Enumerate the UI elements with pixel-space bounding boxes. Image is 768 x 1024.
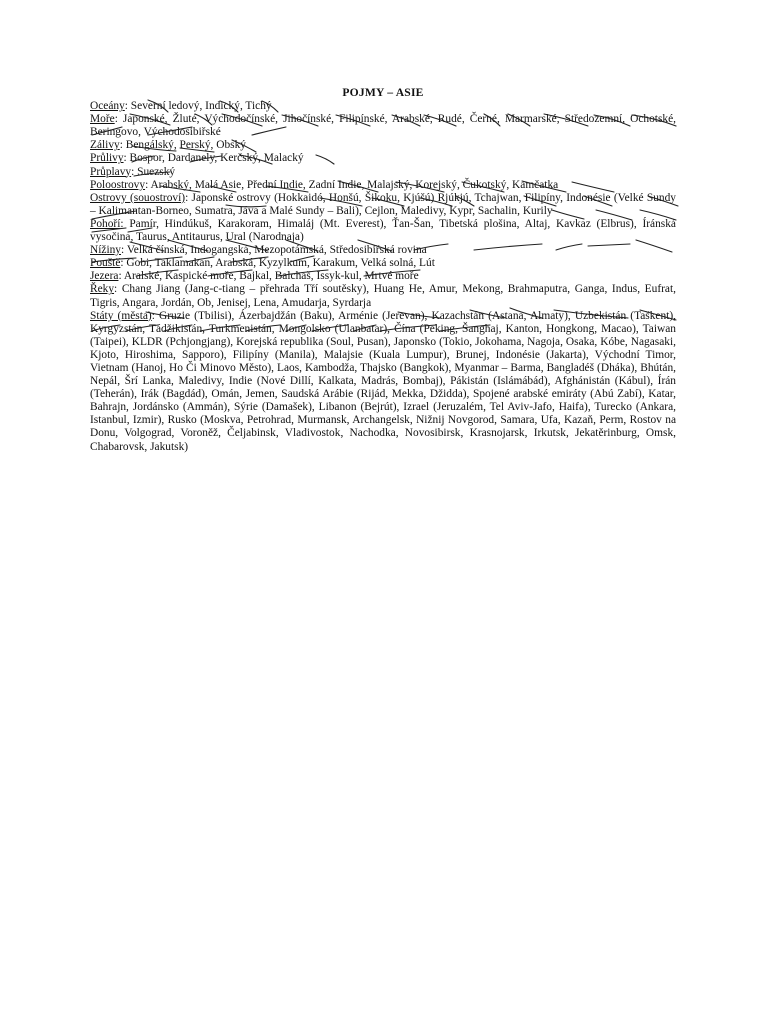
entry-text: : Bengálský, Perský, Obský — [119, 139, 246, 152]
entry-pruliv — [90, 152, 676, 165]
entry-label: Zálivy — [90, 139, 120, 152]
entry-text: : Japonské ostrovy (Hokkaidó, Honšú, Šikoku, Kjúšú) Rjúkjú, Tchajwan, Filipíny, Indonésie (Velké Sundy – Kalimantan-Borneo, Sumatra, Jáva a Malé Sundy – Bali), Cejlon, Maledivy, Kypr, Sachalin, Kurily — [90, 191, 676, 217]
entry-label: Pouště — [90, 257, 121, 270]
entry-text: : Aralské, Kaspické moře, Bajkal, Balchaš, Issyk-kul, Mrtvé moře — [118, 270, 419, 283]
entry-text: : Pamír, Hindúkuš, Karakoram, Himaláj (Mt. Everest), Ťan-Šan, Tibetská plošina, Altaj, Kavkaz (Elbrus), Íránská vysočina, Taurus, Antitaurus, Ural (Narodnaja) — [90, 217, 676, 244]
entry-text: : Arabský, Malá Asie, Přední Indie, Zadní Indie, Malajský, Korejský, Čukotský, Kamčatka — [145, 178, 559, 191]
entry-label: Státy (města) — [90, 309, 152, 322]
entry-label: Pohoří — [90, 217, 121, 230]
entry-text: : Gobi, Taklamakan, Arabská, Kyzylkum, Karakum, Velká solná, Lút — [120, 257, 435, 270]
entry-text: : Severní ledový, Indický, Tichý — [124, 100, 272, 113]
entry-text: : Suezský — [131, 165, 176, 178]
entry-text: : Chang Jiang (Jang-c-tiang – přehrada Tří soutěsky), Huang He, Amur, Mekong, Brahmaputra, Ganga, Indus, Eufrat, Tigris, Angara, Jordán, Ob, Jenisej, Lena, Amudarja, Syrdarja — [90, 283, 676, 309]
entry-label: Moře — [90, 113, 115, 126]
entry-staty — [90, 310, 676, 454]
entry-pohori — [90, 218, 676, 244]
entry-label: Ostrovy (souostroví) — [90, 191, 186, 204]
entry-label: Průplavy — [90, 165, 132, 178]
entry-label: Poloostrovy — [90, 178, 146, 191]
entry-label: Nížiny — [90, 244, 122, 257]
entry-more — [90, 113, 676, 139]
entry-ostrovy — [90, 192, 676, 218]
entry-label: Jezera — [90, 270, 119, 283]
entry-label: Oceány — [90, 100, 125, 113]
document-page — [90, 86, 676, 454]
entry-pouste — [90, 257, 676, 270]
page-title: POJMY – ASIE — [342, 86, 424, 99]
entry-label: Průlivy — [90, 152, 124, 165]
entry-label: Řeky — [90, 283, 115, 296]
entry-text: : Gruzie (Tbilisi), Ázerbajdžán (Baku), Arménie (Jerevan), Kazachstán (Astana, Almaty), Uzbekistán (Taškent), Kyrgyzstán, Tádžikistán, Turkmenistán, Mongolsko (Ulanbatar), Čína (Peking, Šanghaj, Kanton, Hongkong, Macao), Taiwan (Taipei), KLDR (Pchjongjang), Korejská republika (Soul, Pusan), Japonsko (Tokio, Jokohama, Nagoja, Osaka, Kóbe, Nagasaki, Kjoto, Hiroshima, Sapporo), Filipíny (Manila), Malajsie (Kuala Lumpur), Brunej, Indonésie (Jakarta), Východní Timor, Vietnam (Hanoj, Ho Či Minovo Město), Laos, Kambodža, Thajsko (Bangkok), Myanmar – Barma, Bangladéš (Dháka), Bhútán, Nepál, Šrí Lanka, Maledivy, Indie (Nové Dillí, Kalkata, Madrás, Bombaj), Pákistán (Islámábád), Afghánistán (Kábul), Írán (Teherán), Irák (Bagdád), Omán, Jemen, Saudská Arábie (Rijád, Mekka, Džidda), Spojené arabské emiráty (Abú Zabí), Katar, Bahrajn, Jordánsko (Ammán), Sýrie (Damašek), Libanon (Bejrút), Izrael (Jeruzalém, Tel Aviv-Jafo, Haifa), Turecko (Ankara, Istanbul, Izmir), Rusko (Moskva, Petrohrad, Murmansk, Archangelsk, Nižnij Novgorod, Samara, Ufa, Kazaň, Perm, Rostov na Donu, Volgograd, Voroněž, Čeljabinsk, Vladivostok, Nachodka, Novosibirsk, Krasnojarsk, Irkutsk, Jekatěrinburg, Omsk, Chabarovsk, Jakutsk) — [90, 309, 676, 453]
entry-poloostrovy — [90, 179, 676, 192]
entry-reky — [90, 283, 676, 309]
entry-jezera — [90, 270, 676, 283]
entry-text: : Bospor, Dardanely, Kerčský, Malacký — [123, 152, 304, 165]
entry-text: : Japonské, Žluté, Východočínské, Jihočínské, Filipínské, Arabské, Rudé, Černé, Marmarské, Středozemní, Ochotské, Beringovo, Východosibiřské — [90, 113, 676, 139]
entry-oceany — [90, 100, 676, 113]
entry-pruplavy — [90, 166, 676, 179]
entry-zalivy — [90, 139, 676, 152]
entry-niziny — [90, 244, 676, 257]
entry-text: : Velká čínská, Indogangská, Mezopotámská, Středosibiřská rovina — [121, 244, 427, 257]
